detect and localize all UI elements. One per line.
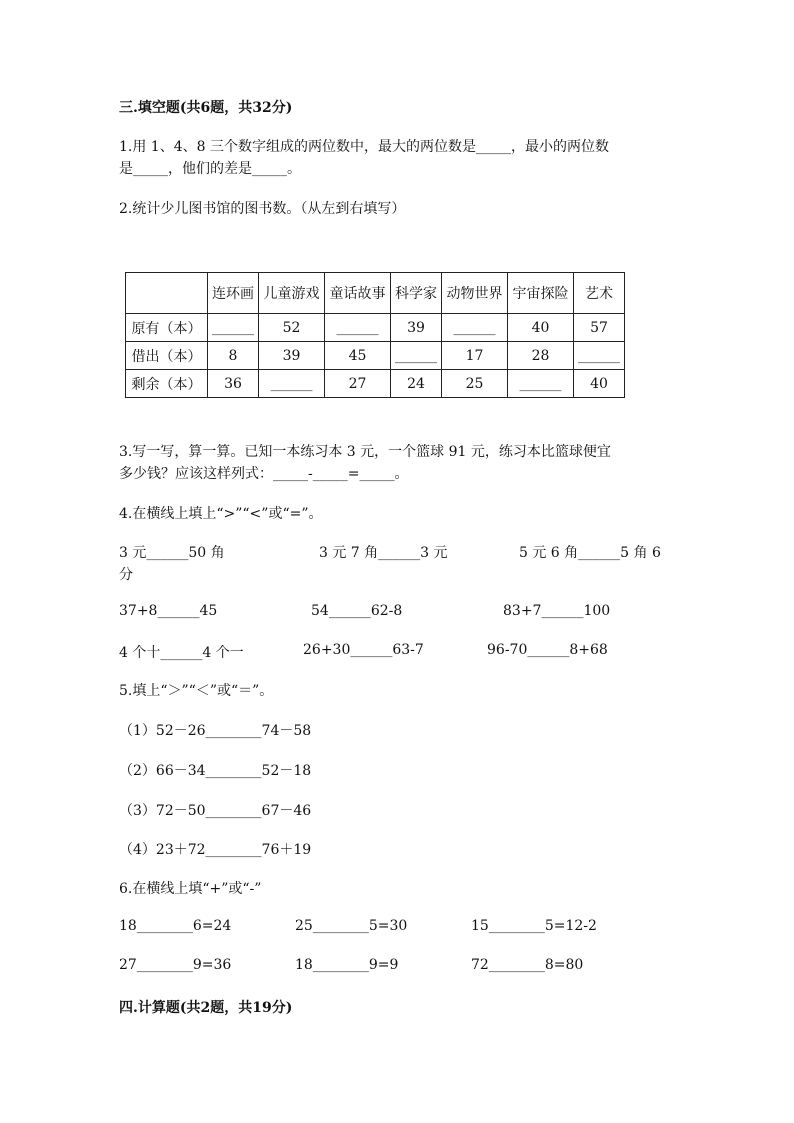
table-cell: 25 [442,370,508,398]
q3-line-2: 多少钱？应该这样列式：_____-_____=_____。 [119,466,409,482]
table-cell: 36 [208,370,259,398]
table-cell: 40 [508,314,574,342]
table-cell: ______ [508,370,574,398]
q4-item: 26+30______63-7 [303,642,424,658]
q2-prompt: 2.统计少儿图书馆的图书数。（从左到右填写） [119,201,406,217]
q4-item: 5 元 6 角______5 角 6 [519,545,661,561]
q4-item: 96-70______8+68 [487,642,608,658]
q5-prompt: 5.填上“＞”“＜”或“＝”。 [119,683,274,699]
table-row-label: 剩余（本） [126,370,208,398]
q6-prompt: 6.在横线上填“+”或“-” [119,881,262,897]
table-cell: 52 [259,314,325,342]
table-header-cell: 宇宙探险 [508,273,574,314]
q4-item: 3 元 7 角______3 元 [319,545,448,561]
table-header-cell: 童话故事 [325,273,391,314]
table-header-cell: 儿童游戏 [259,273,325,314]
q5-item: （2）66－34________52－18 [119,763,312,779]
table-header-cell: 艺术 [574,273,625,314]
table-cell: 24 [391,370,442,398]
table-header-cell: 动物世界 [442,273,508,314]
section-3-title: 三.填空题(共6题，共32分) [119,100,293,116]
table-row-label: 借出（本） [126,342,208,370]
table-cell: ______ [325,314,391,342]
q5-item: （4）23＋72________76＋19 [119,842,312,858]
table-cell: 45 [325,342,391,370]
q6-item: 27________9=36 [119,957,232,973]
table-cell: 27 [325,370,391,398]
q1-line-1: 1.用 1、4、8 三个数字组成的两位数中，最大的两位数是_____，最小的两位数 [119,139,609,155]
q4-prompt: 4.在横线上填上“>”“<”或“=”。 [119,506,323,522]
table-row [126,342,625,370]
table-row [126,370,625,398]
table-cell: 28 [508,342,574,370]
q4-item: 37+8______45 [119,603,218,619]
q6-item: 15________5=12-2 [471,918,597,934]
table-cell: 17 [442,342,508,370]
table-header-cell: 连环画 [208,273,259,314]
table-cell: ______ [391,342,442,370]
table-row-label: 原有（本） [126,314,208,342]
table-cell: 39 [391,314,442,342]
table-row [126,314,625,342]
table-header-row [126,273,625,314]
q1-line-2: 是_____，他们的差是_____。 [119,161,301,177]
q4-item: 4 个十______4 个一 [119,645,244,661]
section-4-title: 四.计算题(共2题，共19分) [119,1000,293,1016]
table-cell: ______ [259,370,325,398]
table-cell: 57 [574,314,625,342]
table-cell: ______ [208,314,259,342]
table-header-cell [126,273,208,314]
table-cell: 40 [574,370,625,398]
q4-item: 3 元______50 角 [119,545,225,561]
q6-item: 18________6=24 [119,918,232,934]
table-cell: ______ [574,342,625,370]
table-cell: ______ [442,314,508,342]
q4-item: 54______62-8 [311,603,403,619]
q3-line-1: 3.写一写，算一算。已知一本练习本 3 元，一个篮球 91 元，练习本比篮球便宜 [119,444,611,460]
q6-item: 25________5=30 [295,918,408,934]
q5-item: （3）72－50________67－46 [119,803,312,819]
q4-item: 83+7______100 [503,603,611,619]
table-cell: 8 [208,342,259,370]
q6-item: 72________8=80 [471,957,584,973]
q4-item-wrap: 分 [119,567,133,583]
table-cell: 39 [259,342,325,370]
q6-item: 18________9=9 [295,957,399,973]
table-header-cell: 科学家 [391,273,442,314]
q5-item: （1）52－26________74－58 [119,723,312,739]
library-books-table [125,272,625,398]
